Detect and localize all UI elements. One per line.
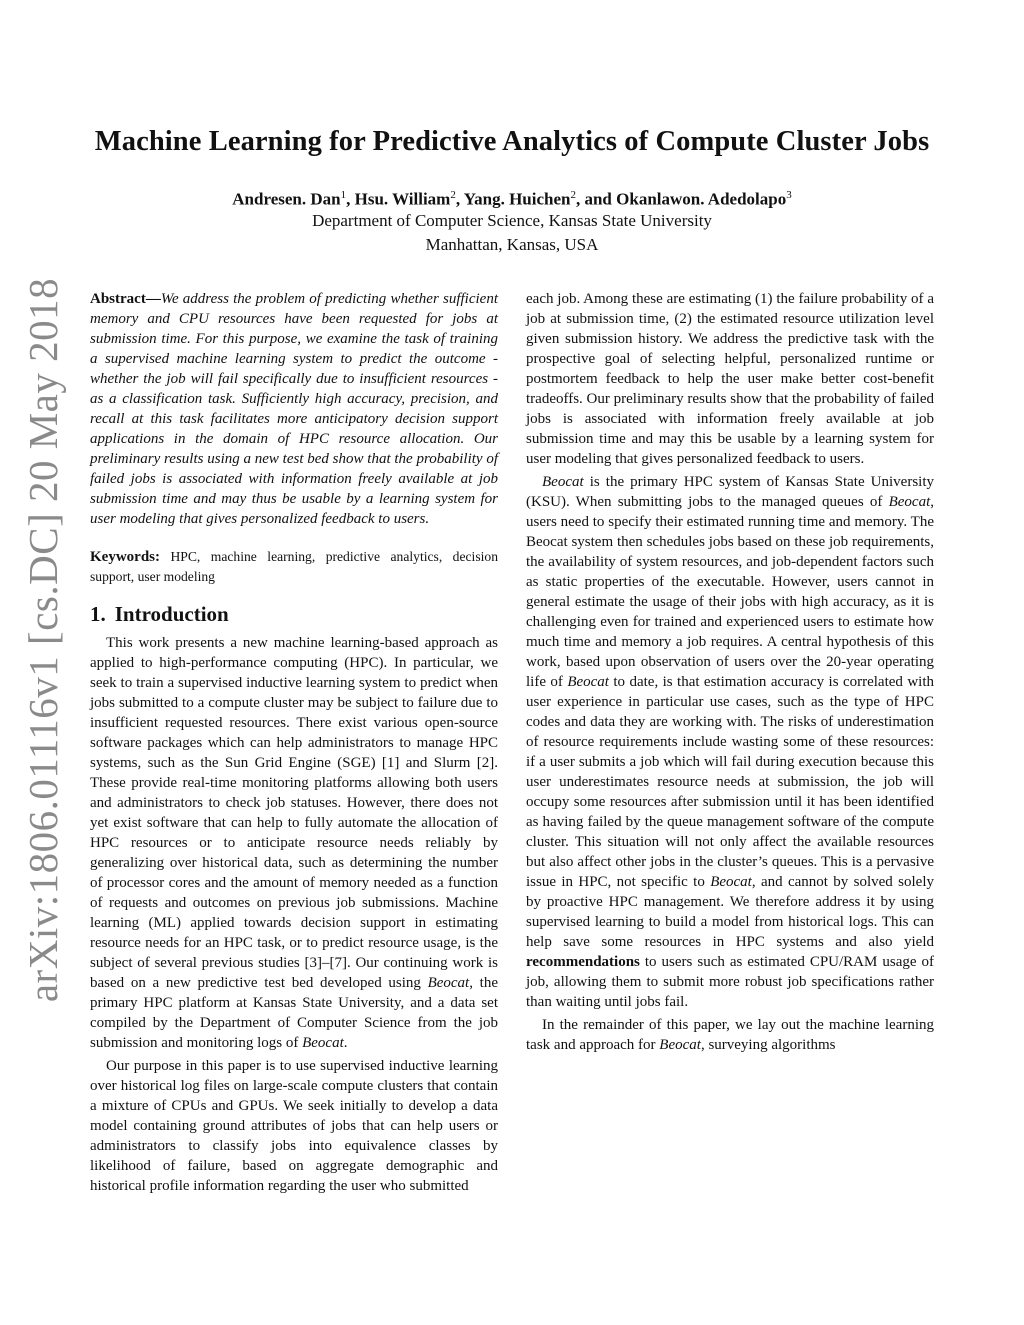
body-text: , surveying algorithms bbox=[700, 1037, 836, 1053]
keywords-text: HPC, machine learning, predictive analytics, decision support, user modeling bbox=[90, 549, 498, 584]
author-list bbox=[60, 189, 964, 210]
body-text: , and cannot by solved solely by proactive HPC management. We therefore address it by using supervised learning to build a model from historical logs. This can help save some resources in HPC systems and also yield bbox=[526, 874, 934, 950]
arxiv-identifier-text: arXiv:1806.01116v1 [cs.DC] 20 May 2018 bbox=[20, 277, 66, 1003]
abstract bbox=[90, 289, 498, 529]
author-name: Yang. Huichen bbox=[463, 189, 571, 209]
paper-title: Machine Learning for Predictive Analytics of Compute Cluster Jobs bbox=[94, 126, 930, 157]
left-column bbox=[90, 289, 498, 1196]
intro-paragraph-3 bbox=[526, 472, 934, 1012]
body-text: , the primary HPC platform at Kansas State University, and a data set compiled by the Department of Computer Science from the job submission and monitoring logs of bbox=[90, 975, 498, 1051]
body-text: , users need to specify their estimated running time and memory. The Beocat system then schedules jobs based on these job requirements, the availability of system resources, and job-dependent factors such as static properties of the executable. However, users cannot in general estimate the usage of their jobs with high accuracy, as it is challenging even for trained and experienced users to estimate how much time and memory a job requires. A central hypothesis of this work, based upon observation of users over the 20-year operating life of bbox=[526, 494, 934, 690]
section-number: 1. bbox=[90, 602, 106, 626]
system-name-beocat: Beocat bbox=[427, 975, 470, 991]
body-text: This work presents a new machine learning-based approach as applied to high-performance computing (HPC). In particular, we seek to train a supervised inductive learning system to predict when jobs submitted to a compute cluster may be subject to failure due to insufficient requested resources. There exist various open-source software packages which can help administrators to manage HPC systems, such as the Sun Grid Engine (SGE) [1] and Slurm [2]. These provide real-time monitoring platforms allowing both users and administrators to check job statuses. However, there does not yet exist software that can help to fully automate the allocation of HPC resources or to anticipate resource needs reliably by generalizing over historical data, such as determining the number of processor cores and the amount of memory needed as a function of requests and outcomes on previous job submissions. Machine learning (ML) applied towards decision support in estimating resource needs for an HPC task, or to predict resource usage, is the subject of several previous studies [3]–[7]. Our continuing work is based on a new predictive test bed developed using bbox=[90, 635, 498, 991]
section-title: Introduction bbox=[114, 602, 229, 626]
author-affiliation-mark: 3 bbox=[786, 189, 792, 201]
system-name-beocat: Beocat bbox=[710, 874, 752, 890]
section-heading-introduction bbox=[90, 601, 498, 627]
body-text: . bbox=[343, 1035, 348, 1051]
author-affiliation-mark: 2 bbox=[450, 189, 456, 201]
author-affiliation-mark: 1 bbox=[340, 189, 347, 201]
intro-paragraph-2-continued bbox=[526, 289, 934, 469]
keywords-label: Keywords: bbox=[90, 549, 160, 565]
system-name-beocat: Beocat bbox=[302, 1035, 344, 1051]
abstract-label: Abstract— bbox=[90, 291, 161, 307]
author-separator: , bbox=[346, 189, 355, 209]
author-separator: , and bbox=[575, 189, 617, 209]
body-text: to date, is that estimation accuracy is correlated with user experience in particular use cases, such as the type of HPC codes and data they are working with. The risks of underestimation of resource requirements include wasting some of these resources: if a user submits a job which will fail during execution because this user underestimates resource needs at submission, the job will occupy some resources after submission until it has been identified as having failed by the queue management software of the compute cluster. This situation will not only affect the available resources but also affect other jobs in the cluster’s queues. This is a pervasive issue in HPC, not specific to bbox=[526, 674, 934, 890]
author-separator: , bbox=[455, 189, 464, 209]
affiliation-location: Manhattan, Kansas, USA bbox=[425, 235, 599, 254]
system-name-beocat: Beocat bbox=[567, 674, 609, 690]
emphasis-recommendations: recommendations bbox=[526, 954, 640, 970]
system-name-beocat: Beocat bbox=[542, 474, 584, 490]
body-text: Our purpose in this paper is to use supervised inductive learning over historical log files on large-scale compute clusters that contain a mixture of CPUs and GPUs. We seek initially to develop a data model containing ground attributes of jobs that can help users or administrators to classify jobs into equivalence classes by likelihood of failure, based on aggregate demographic and historical profile information regarding the user who submitted bbox=[90, 1058, 498, 1194]
intro-paragraph-1 bbox=[90, 633, 498, 1053]
body-text: In the remainder of this paper, we lay out the machine learning task and approach for bbox=[526, 1017, 934, 1053]
author-name: Okanlawon. Adedolapo bbox=[616, 189, 787, 209]
author-name: Hsu. William bbox=[354, 189, 451, 209]
keywords bbox=[90, 547, 498, 587]
intro-paragraph-4 bbox=[526, 1015, 934, 1055]
right-column bbox=[526, 289, 934, 1055]
system-name-beocat: Beocat bbox=[659, 1037, 701, 1053]
arxiv-identifier-stamp bbox=[14, 277, 72, 1003]
affiliation-department: Department of Computer Science, Kansas State University bbox=[312, 211, 712, 230]
body-text: to users such as estimated CPU/RAM usage of job, allowing them to submit more robust job specifications rather than waiting until jobs fail. bbox=[526, 954, 934, 1010]
body-text: is the primary HPC system of Kansas State University (KSU). When submitting jobs to the managed queues of bbox=[526, 474, 934, 510]
system-name-beocat: Beocat bbox=[888, 494, 931, 510]
body-text: each job. Among these are estimating (1) the failure probability of a job at submission time, (2) the estimated resource utilization level given submission history. We address the predictive task with the prospective goal of selecting helpful, personalized runtime or postmortem feedback to help the user make better cost-benefit tradeoffs. Our preliminary results show that the probability of failed jobs is associated with information freely available at job submission time and may this be usable by a learning system for user modeling that gives personalized feedback to users. bbox=[526, 291, 934, 467]
author-affiliation-mark: 2 bbox=[570, 189, 576, 201]
author-name: Andresen. Dan bbox=[232, 189, 341, 209]
intro-paragraph-2 bbox=[90, 1056, 498, 1196]
abstract-text: We address the problem of predicting whether sufficient memory and CPU resources have been requested for jobs at submission time. For this purpose, we examine the task of training a supervised machine learning system to predict the outcome - whether the job will fail specifically due to insufficient resources - as a classification task. Sufficiently high accuracy, precision, and recall at this task facilitates more anticipatory decision support applications in the domain of HPC resource allocation. Our preliminary results using a new test bed show that the probability of failed jobs is associated with information freely available at job submission time and may thus be usable by a learning system for user modeling that gives personalized feedback to users. bbox=[90, 291, 498, 527]
